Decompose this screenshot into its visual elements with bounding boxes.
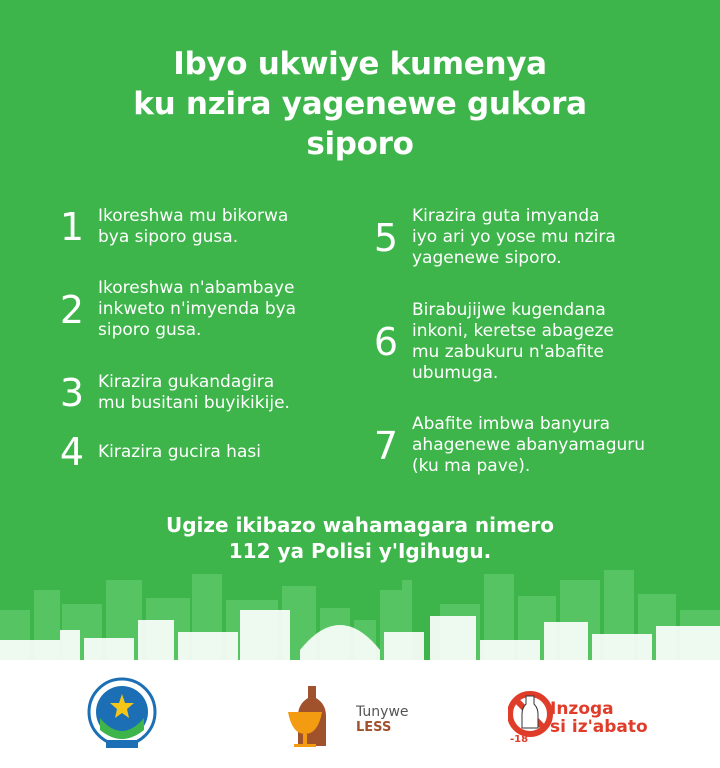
rule-number: 4: [59, 430, 85, 474]
rule-text: [98, 278, 296, 341]
si-izabato-word: si iz'abato: [550, 717, 648, 737]
rule-1: [52, 206, 288, 248]
less-word: LESS: [356, 720, 392, 735]
rule-line: inkweto n'imyenda bya: [98, 299, 297, 319]
rule-line: ubumuga.: [412, 363, 499, 383]
rule-text: [412, 414, 645, 477]
title-line-1: Ibyo ukwiye kumenya: [173, 46, 547, 82]
age-restriction-badge: -18: [510, 734, 529, 745]
government-seal-logo: [86, 674, 158, 754]
rule-5: [366, 206, 616, 269]
rule-line: Ikoreshwa mu bikorwa: [98, 206, 289, 226]
rule-2: [52, 278, 296, 341]
rule-text: [98, 442, 261, 463]
rule-line: bya siporo gusa.: [98, 227, 239, 247]
rule-number: 2: [59, 287, 85, 332]
inzoga-text: [550, 700, 648, 736]
rule-line: (ku ma pave).: [412, 456, 531, 476]
rule-line: mu zabukuru n'abafite: [412, 342, 604, 362]
rule-line: Birabujijwe kugendana: [412, 300, 606, 320]
rule-7: [366, 414, 645, 477]
title-line-3: siporo: [306, 126, 414, 162]
tunywe-less-text: [356, 704, 409, 736]
rule-line: mu busitani buyikikije.: [98, 393, 290, 413]
rule-4: [52, 432, 261, 472]
rule-number: 7: [373, 423, 399, 468]
rule-line: Kirazira gukandagira: [98, 372, 275, 392]
rule-number: 6: [373, 320, 399, 364]
inzoga-word: Inzoga: [550, 699, 614, 719]
call-line-2: 112 ya Polisi y'Igihugu.: [228, 539, 492, 563]
rule-3: [52, 372, 290, 414]
police-call-text: [0, 512, 720, 564]
rule-6: [366, 300, 614, 384]
rule-line: Ikoreshwa n'abambaye: [98, 278, 295, 298]
rule-text: [98, 206, 288, 248]
rule-line: ahagenewe abanyamaguru: [412, 435, 646, 455]
rule-line: siporo gusa.: [98, 320, 202, 340]
rule-text: [412, 206, 616, 269]
rule-number: 5: [373, 215, 399, 260]
title-line-2: ku nzira yagenewe gukora: [133, 86, 587, 122]
rule-line: Abafite imbwa banyura: [412, 414, 611, 434]
rule-text: [412, 300, 614, 384]
rule-line: Kirazira guta imyanda: [412, 206, 600, 226]
rule-number: 3: [59, 371, 85, 415]
rule-text: [98, 372, 290, 414]
page-title: [0, 44, 720, 164]
rule-number: 1: [59, 205, 85, 249]
rule-line: iyo ari yo yose mu nzira: [412, 227, 616, 247]
call-line-1: Ugize ikibazo wahamagara nimero: [165, 513, 555, 537]
rule-line: yagenewe siporo.: [412, 248, 562, 268]
rule-line: Kirazira gucira hasi: [98, 441, 261, 462]
rule-line: inkoni, keretse abageze: [412, 321, 614, 341]
tunywe-word: Tunywe: [356, 704, 409, 720]
